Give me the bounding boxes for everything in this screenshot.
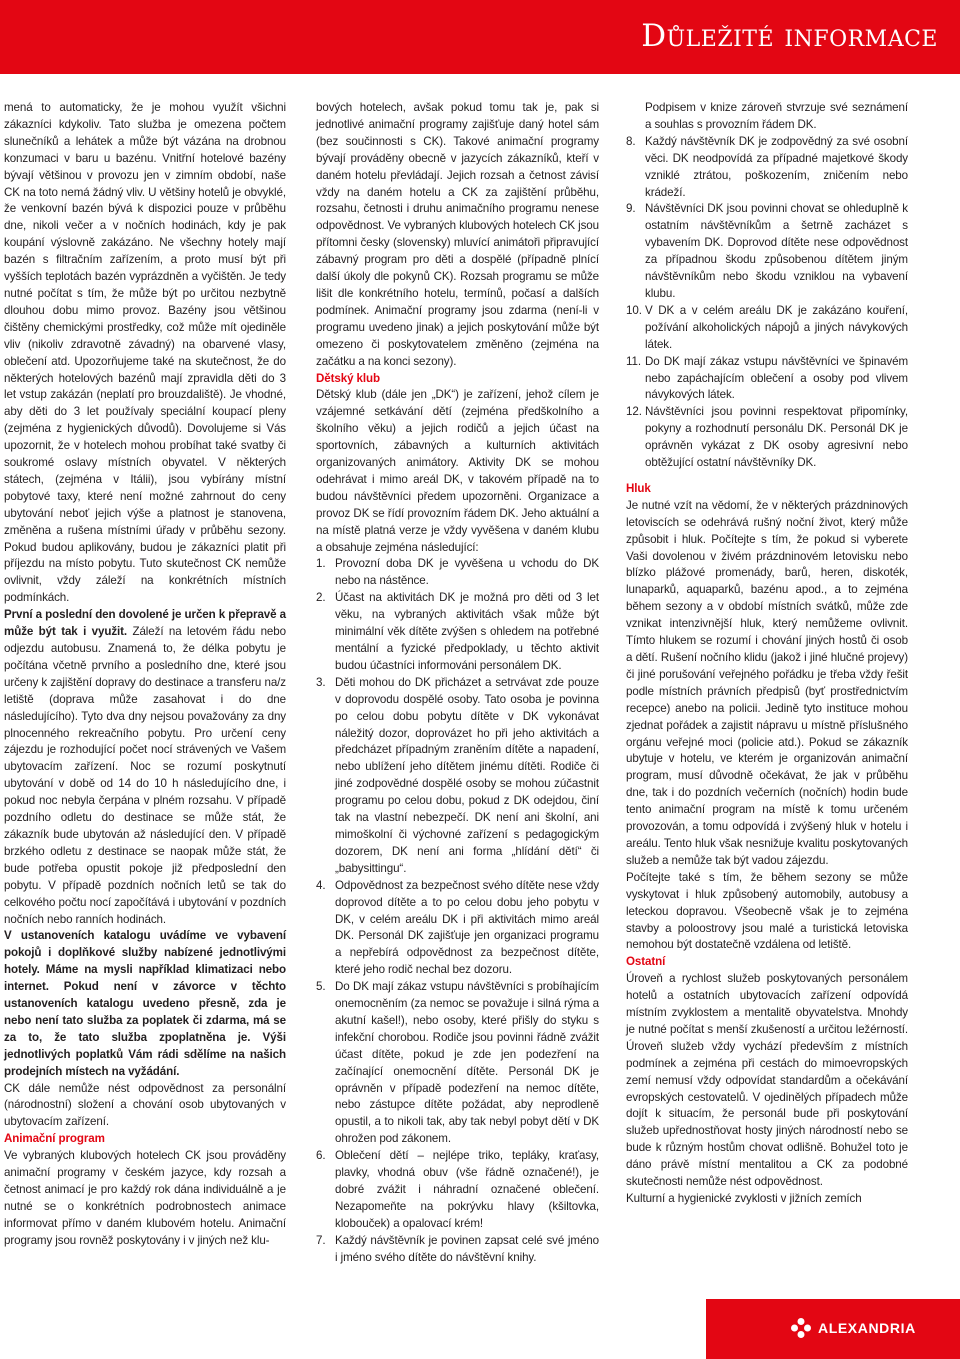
section-heading: Hluk: [626, 481, 651, 495]
list-item: [316, 556, 599, 590]
list-item: [626, 201, 908, 302]
flower-icon: [790, 1317, 812, 1339]
column-right: [626, 100, 908, 1208]
list-number: 10.: [626, 303, 642, 317]
list-item: [316, 878, 599, 979]
list-number: 8.: [626, 134, 636, 148]
alexandria-logo: [790, 1316, 916, 1340]
spacer: [626, 472, 908, 481]
paragraph: Úroveň a rychlost služeb poskytovaných personálem hotelů a ostatních ubytovacích zařízení odpovídá místním zvyklostem a mentalitě obyvatelstva. Mnohdy je nutné počítat s menší zkušeností a určitou ležérností. Úroveň služeb vždy vychází především z místních podmínek a zejména při cestách do mimoevropských zemí nemusí vždy odpovídat standardům a očekávání evropských cestovatelů. V ojedinělých případech může dojít k situacím, že personál bude při poskytování služeb upřednostňovat hosty jiných národností nebo se bude k různým hostům chovat odlišně. Bohužel toto je dáno právě místní mentalitou a CK za podobné skutečnosti nemůže nést odpovědnost.: [626, 972, 908, 1189]
list-item: [626, 303, 908, 354]
list-number: 9.: [626, 202, 636, 216]
list-number: 7.: [316, 1233, 326, 1247]
list-text: Každý návštěvník je povinen zapsat celé své jméno i jméno svého dítěte do návštěvní knihy.: [335, 1233, 599, 1264]
list-number: 4.: [316, 878, 326, 892]
list-item: [316, 1148, 599, 1233]
list-number: 6.: [316, 1149, 326, 1163]
page-title: Důležité informace: [641, 18, 938, 54]
list-item: [626, 404, 908, 472]
paragraph: mená to automaticky, že je mohou využít všichni zákazníci kdykoliv. Tato služba je omezena počtem slunečníků a lehátek a může být vázána na drobnou konzumaci v baru u bazénu. Vnitřní hotelové bazény bývají většinou v provozu jen v zimním období, naše CK na toto nemá žádný vliv. U většiny hotelů je obvyklé, že venkovní bazén bývá k dispozici pouze v průběhu dne, nikoli večer a v nočních hodinách, kdy je pak koupání výslovně zakázáno. Ne všechny hotely mají bazén s filtračním zařízením, a proto musí být při vyšších teplotách bazén vyprázdněn a vyčištěn. Je tedy nutné počítat s tím, že může být po určitou nezbytně dlouhou dobu mimo provoz. Bazény jsou většinou čištěny chemickými prostředky, což může mít ojediněle vliv (nikoliv zdravotně závadný) na obarvené vlasy, oblečení atd. Upozorňujeme také na skutečnost, že do některých hotelových bazénů mají zpravidla děti do 3 let vstup zakázán (neplatí pro brouzdaliště). Je vhodné, aby děti do 3 let používaly speciální koupací pleny (zejména z hygienických důvodů). Dovolujeme si Vás upozornit, že v hotelech mohou probíhat také svatby či soukromé oslavy místních obyvatel. V některých státech, (zejména v Itálii), jsou vybírány místní pobytové taxy, které není možné zahrnout do ceny ubytování neboť jejich výše a platnost je stanovena, změněna a rušena místními úřady v průběhu sezony. Pokud budou aplikovány, budou je zákazníci platit při příjezdu na místo pobytu. Tuto skutečnost CK nemůže ovlivnit, vždy záleží na konkrétních místních podmínkách.: [4, 101, 286, 605]
paragraph-text: Záleží na letovém řádu nebo odjezdu autobusu. Znamená to, že délka pobytu je počítána včetně prvního a posledního dne, které jsou určeny k zajištění dopravy do destinace a transferu na/z letiště (doprava může zasahovat i do dne následujícího). Tyto dva dny nejsou považovány za dny plnocenného rekreačního pobytu. Pro určení ceny zájezdu je rozhodující počet nocí strávených ve Vašem ubytovacím zařízení. Noc se rozumí poskytnutí ubytování v době od 14 do 10 h následujícího dne, i pokud noc nebyla čerpána v plném rozsahu. V případě pozdního odletu do destinace se může stát, že zákazník bude ubytován až následující den. V případě brzkého odletu z destinace se naopak může stát, že bude potřeba opustit pokoje již předposlední den pobytu. V případě pozdních nočních letů se tak do celkového počtu nocí započítává i ubytování v pozdních nočních nebo ranních hodinách.: [4, 625, 286, 926]
list-text: Oblečení dětí – nejlépe triko, teplákу, kraťasy, plavky, vhodná obuv (vše řádně označené!), je dobré zvážit i náhradní označené oblečení. Nezapomeňte na pokrývku hlavy (kšiltovka, klobouček) a opalovací krém!: [335, 1149, 599, 1230]
paragraph: Počítejte také s tím, že během sezony se může vyskytovat i hluk způsobený automobily, autobusy a leteckou dopravou. Všeobecně však je to zejména stavby a poloostrovy jsou malé a turistická letoviska nemohou být dostatečně vzdálena od letiště.: [626, 870, 908, 952]
paragraph: [4, 928, 286, 1080]
list-text: Do DK mají zákaz vstupu návštěvníci s probíhajícím onemocněním (za nemoc se považuje i silná rýma a akutní kašel!), nebo osoby, které přišly do styku s infekční chorobou. Rodiče jsou povinni řádně zvážit účast dítěte, pokud je zde jen podezření na začínající onemocnění dítěte. Personál DK je oprávněn v případě podezření na nemoc dítěte, nebo zástupce dítěte požádat, aby neprodleně opustil, a to nikoli tak, aby tak nebyl pobyt dětí v DK ohrožen pod zákonem.: [335, 980, 599, 1146]
list-number: 12.: [626, 405, 642, 419]
list-number: 1.: [316, 557, 326, 571]
list-text: Podpisem v knize zároveň stvrzuje své seznámení a souhlas s provozním řádem DK.: [645, 101, 908, 131]
list-text: Každý návštěvník DK je zodpovědný za své osobní věci. DK neodpovídá za případné majetkové škody vzniklé ztrátou, poškozením, zničením nebo krádeží.: [645, 134, 908, 199]
list-number: 5.: [316, 980, 326, 994]
section-heading: Dětský klub: [316, 371, 380, 385]
paragraph: CK dále nemůže nést odpovědnost za personální (národnostní) složení a chování osob ubytovaných v ubytovacím zařízení.: [4, 1081, 286, 1129]
column-middle: [316, 100, 599, 1267]
list-item: [316, 1233, 599, 1267]
list-text: V DK a v celém areálu DK je zakázáno kouření, požívání alkoholických nápojů a jiných návykových látek.: [645, 303, 908, 351]
list-text: Odpovědnost za bezpečnost svého dítěte nese vždy doprovod dítěte a to po celou dobu jeho pobytu v DK, v celém areálu DK i při aktivitách mimo areál DK. Personál DK zajišťuje jen organizaci programu a nepřebírá odpovědnost za bezpečnost dítěte, které jeho rodič nechal bez dozoru.: [335, 878, 599, 977]
list-number: 3.: [316, 675, 326, 689]
list-text: Provozní doba DK je vyvěšena u vchodu do DK nebo na nástěnce.: [335, 557, 599, 588]
list-text: Děti mohou do DK přicházet a setrvávat zde pouze v doprovodu dospělé osoby. Tato osoba je povinna po celou dobu pobytu dítěte v DK vykonávat náležitý dozor, doprovázet ho při jeho aktivitách a předcházet případným zraněním dítěte a napadení, nebo ublížení jeho dítětem jinému dítěti. Rodiče či jiné zodpovědné dospělé osoby se mohou zúčastnit programu po celou dobu, pokud z DK odejdou, činí tak na vlastní nebezpečí. DK není ani školní, ani mimoškolní či výchovné zařízení s pedagogickým dozorem, DK není ani forma „hlídání dětí“ či „babysittingu“.: [335, 675, 599, 875]
header-bar: [0, 0, 960, 74]
paragraph: bových hotelech, avšak pokud tomu tak je, pak si jednotlivé animační programy zajišťuje daný hotel sám (bez součinnosti s CK). Takové animační programy bývají prováděny obecně v jazycích zákazníků, kteří v daném hotelu převládají. Jejich rozsah a četnost závisí vždy na daném hotelu a CK za zajištění průběhu, rozsahu, četnosti i druhu animačního programu nenese odpovědnost. Ve vybraných klubových hotelech CK jsou přítomni česky (slovensky) mluvící animátoři připravující zábavný program pro děti a dospělé (případně plnící další úkoly dle pokynů CK). Rozsah programu se může lišit dle konkrétního hotelu, termínů, počasí a dalších podmínek. Animační programy jsou zdarma (není-li v programu uvedeno jinak) a jejich poskytování může být omezeno či poskytovatelem změněno (zejména na začátku a na konci sezony).: [316, 101, 599, 368]
list-text: Do DK mají zákaz vstupu návštěvníci ve špinavém nebo zapáchajícím oblečení a osoby pod vlivem návykových látek.: [645, 354, 908, 402]
list-item: [316, 979, 599, 1148]
paragraph: Ve vybraných klubových hotelech CK jsou prováděny animační programy v českém jazyce, kdy rozsah a četnost animací je pro každý rok dána individuálně a je nutné se o konkrétních podrobnostech animace informovat přímo v daném klubovém hotelu. Animační programy jsou rovněž poskytovány i v jiných než klu-: [4, 1149, 286, 1247]
paragraph: Je nutné vzít na vědomí, že v některých prázdninových letoviscích se odehrává rušný noční život, který může způsobit i hluk. Počítejte s tím, že pokud si vyberete Vaši dovolenou v živém prázdninovém letovisku nebo blízko plážové promenády, barů, heren, diskoték, lunaparků, aquaparků, bazénu apod., a to zejména během sezony a v období místních svátků, může zde vznikat intenzivnější hluk, který nemůžeme ovlivnit. Tímto hlukem se rozumí i chování jiných hostů či osob a dětí. Rušení nočního klidu (jakož i jiné hlučné projevy) či jiné porušování veřejného pořádku je třeba vždy řešit podle místních právních předpisů (byť prostřednictvím recepce) anebo na policii. Jedině tyto instituce mohou zjednat pořádek a zajistit nápravu u místně příslušného orgánu veřejné moci (policie atd.). Pokud se zákazník ubytuje v hotelu, ve kterém je organizován animační program, musí důvodně očekávat, že jak v průběhu dne, tak i do pozdních večerních (nočních) hodin bude tento animační program na místě k tomu určeném provozován, a tomu odpovídá i zvýšený hluk v hotelu i areálu. Tento hluk však nesnižuje kvalitu poskytovaných služeb a nemůže tak být vadou zájezdu.: [626, 498, 908, 867]
list-number: 2.: [316, 591, 326, 605]
list-item: [316, 675, 599, 878]
logo-text: ALEXANDRIA: [818, 1320, 916, 1336]
list-number: 11.: [626, 354, 641, 368]
bold-text: První a poslední den dovolené je určen k přepravě a může být tak i využit.: [4, 608, 286, 639]
list-text: Návštěvníci jsou povinni respektovat připomínky, pokyny a rozhodnutí personálu DK. Personál DK je oprávněn vykázat z DK osoby agresivní nebo obtěžující ostatní návštěvníky DK.: [645, 405, 908, 470]
list-text: Účast na aktivitách DK je možná pro děti od 3 let věku, na vybraných aktivitách však může být minimální věk dítěte zvýšen s ohledem na potřebné mentální a fyzické předpoklady, u těchto aktivit budou účastníci informováni personálem DK.: [335, 591, 599, 672]
paragraph: Kulturní a hygienické zvyklosti v jižních zemích: [626, 1192, 862, 1205]
paragraph: Dětský klub (dále jen „DK“) je zařízení, jehož cílem je vzájemné setkávání dětí (zejména předškolního a školního věku) a jejich rodičů a jejich účast na sportovních, zábavných a kulturních aktivitách organizovaných animátory. Aktivity DK se mohou odehrávat i mimo areál DK, v takovém případě na to budou návštěvníci předem upozorněni. Organizace a provoz DK se řídí provozním řádem DK. Jeho aktuální a na místě platná verze je vždy vyvěšena v daném klubu a obsahuje zejména následující:: [316, 388, 599, 554]
list-item: [626, 354, 908, 405]
list-item: [316, 590, 599, 675]
section-heading: Animační program: [4, 1132, 105, 1146]
paragraph: [4, 607, 286, 928]
section-heading: Ostatní: [626, 955, 666, 969]
column-left: [4, 100, 286, 1250]
list-item: [626, 100, 908, 134]
rules-list: [316, 556, 599, 1266]
rules-list: [626, 100, 908, 472]
list-item: [626, 134, 908, 202]
list-text: Návštěvníci DK jsou povinni chovat se ohleduplně k ostatním návštěvníkům a šetrně zacházet s vybavením DK. Doprovod dítěte nese odpovědnost za případnou škodu způsobenou dítětem jiným návštěvníkům nebo škodu vzniklou na vybavení klubu.: [645, 202, 908, 300]
bold-text: V ustanoveních katalogu uvádíme ve vybavení pokojů i doplňkové služby nabízené jednotlivými hotely. Máme na mysli například klimatizaci nebo internet. Pokud není v závorce v těchto ustanoveních katalogu uvedeno přesně, zda je nebo není tato služba za poplatek či zdarma, má se za to, že tato služba zpoplatněna je. Výši jednotlivých poplatků Vám rádi sdělíme na našich prodejních místech na vyžádání.: [4, 929, 286, 1078]
